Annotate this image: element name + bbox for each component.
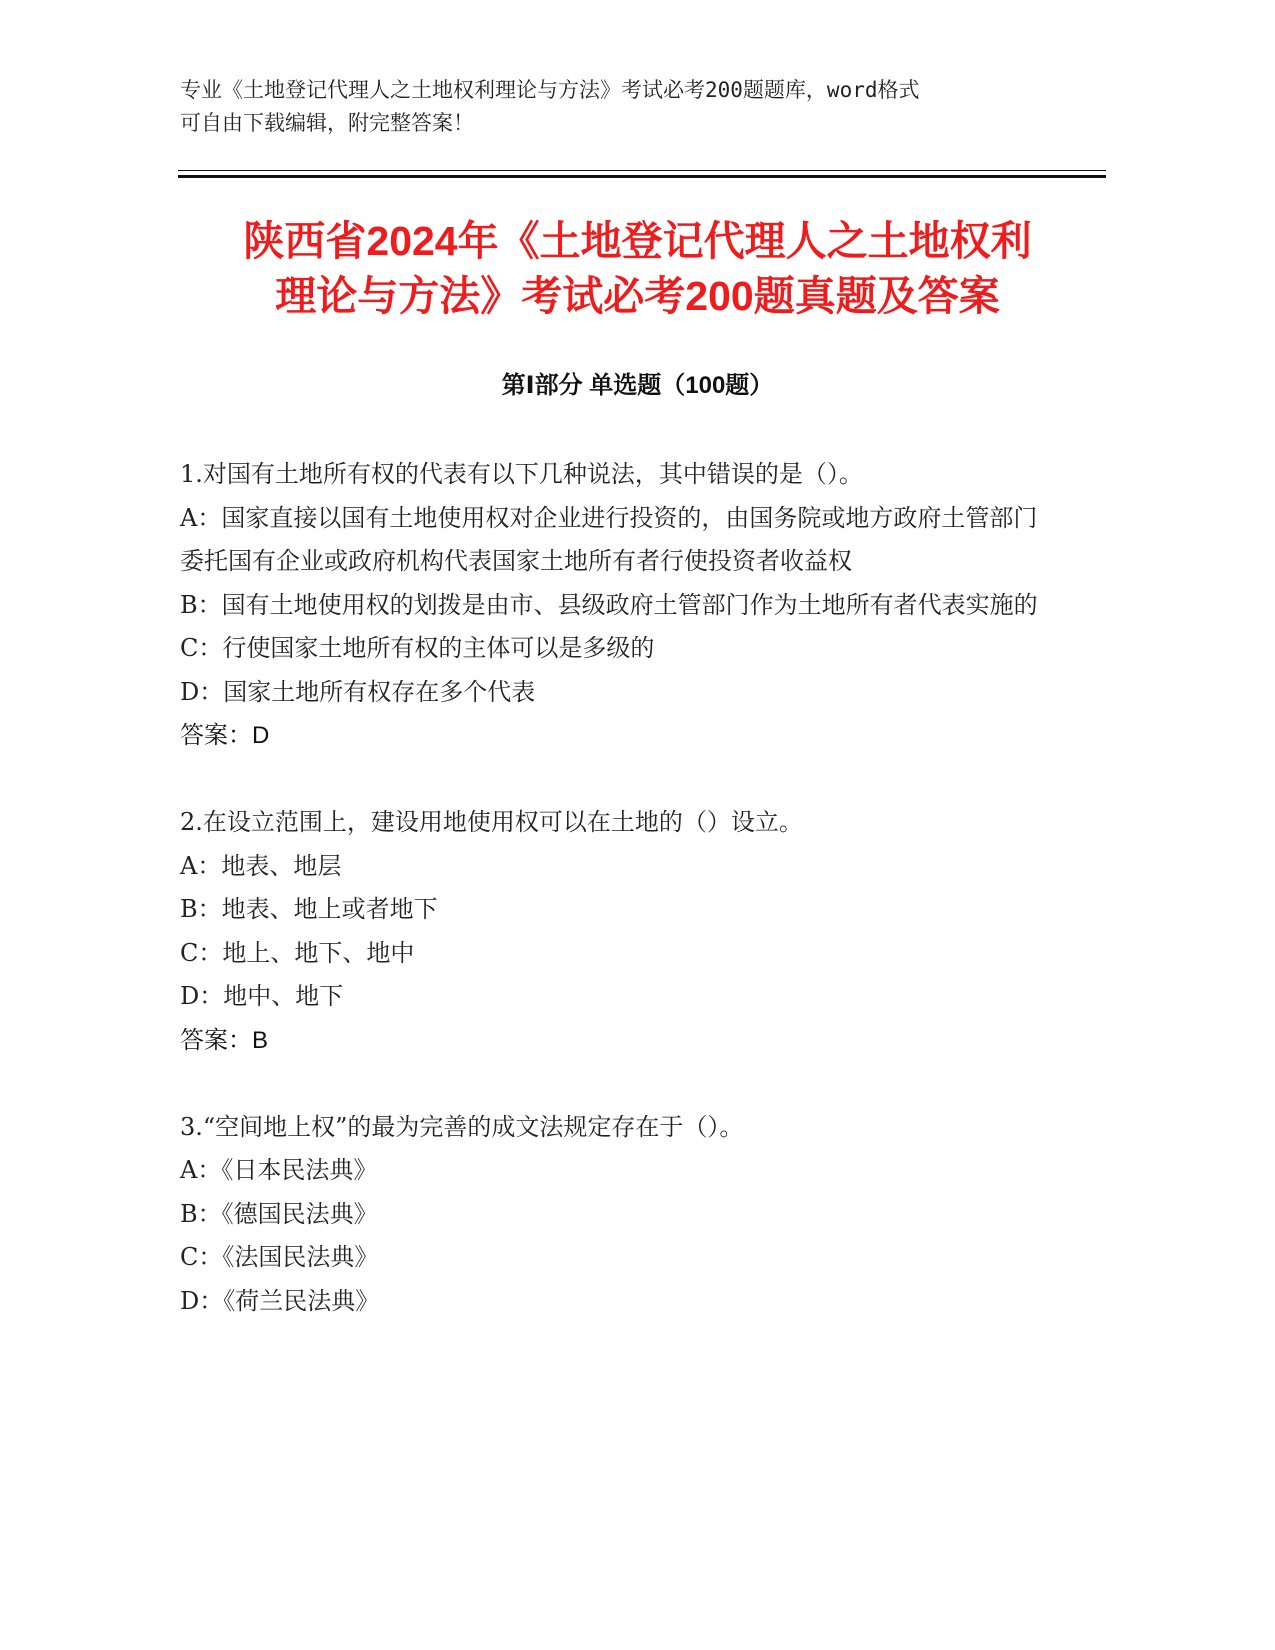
question-stem: 1.对国有土地所有权的代表有以下几种说法，其中错误的是（）。 bbox=[180, 460, 863, 488]
option-c: C：行使国家土地所有权的主体可以是多级的 bbox=[180, 634, 655, 662]
option-c: C：地上、地下、地中 bbox=[180, 938, 415, 967]
option-b: B：地表、地上或者地下 bbox=[180, 895, 438, 923]
option-d: D：国家土地所有权存在多个代表 bbox=[180, 677, 536, 706]
option-d: D：《荷兰民法典》 bbox=[180, 1286, 380, 1315]
option-a: A：国家直接以国有土地使用权对企业进行投资的，由国务院或地方政府土管部门委托国有企业或政府机构代表国家土地所有者行使投资者收益权 bbox=[180, 503, 1038, 575]
title-line-1: 陕西省2024年《土地登记代理人之土地权利 bbox=[243, 218, 1032, 264]
title-line-2: 理论与方法》考试必考200题真题及答案 bbox=[275, 273, 1000, 319]
header-divider-thick bbox=[178, 175, 1106, 178]
section-heading: 第Ⅰ部分 单选题（100题） bbox=[501, 372, 774, 399]
question-1 bbox=[180, 453, 1060, 758]
option-c: C：《法国民法典》 bbox=[180, 1243, 379, 1271]
answer: 答案：D bbox=[180, 722, 270, 749]
option-a: A：《日本民法典》 bbox=[180, 1156, 378, 1184]
header-note bbox=[180, 74, 1060, 140]
header-note-line-2: 可自由下载编辑，附完整答案！ bbox=[180, 111, 474, 135]
option-b: B：《德国民法典》 bbox=[180, 1199, 378, 1228]
question-stem: 3.“空间地上权”的最为完善的成文法规定存在于（）。 bbox=[180, 1112, 744, 1141]
answer: 答案：B bbox=[180, 1026, 269, 1054]
question-list bbox=[180, 453, 1060, 1367]
option-b: B：国有土地使用权的划拨是由市、县级政府土管部门作为土地所有者代表实施的 bbox=[180, 590, 1038, 619]
option-d: D：地中、地下 bbox=[180, 982, 344, 1010]
header-note-line-1: 专业《土地登记代理人之土地权利理论与方法》考试必考200题题库，word格式 bbox=[180, 78, 920, 102]
document-title bbox=[130, 214, 1145, 324]
question-3 bbox=[180, 1106, 1060, 1324]
header-divider-thin bbox=[178, 170, 1106, 171]
question-stem: 2.在设立范围上，建设用地使用权可以在土地的（）设立。 bbox=[180, 808, 803, 836]
question-2 bbox=[180, 801, 1060, 1062]
option-a: A：地表、地层 bbox=[180, 851, 342, 880]
